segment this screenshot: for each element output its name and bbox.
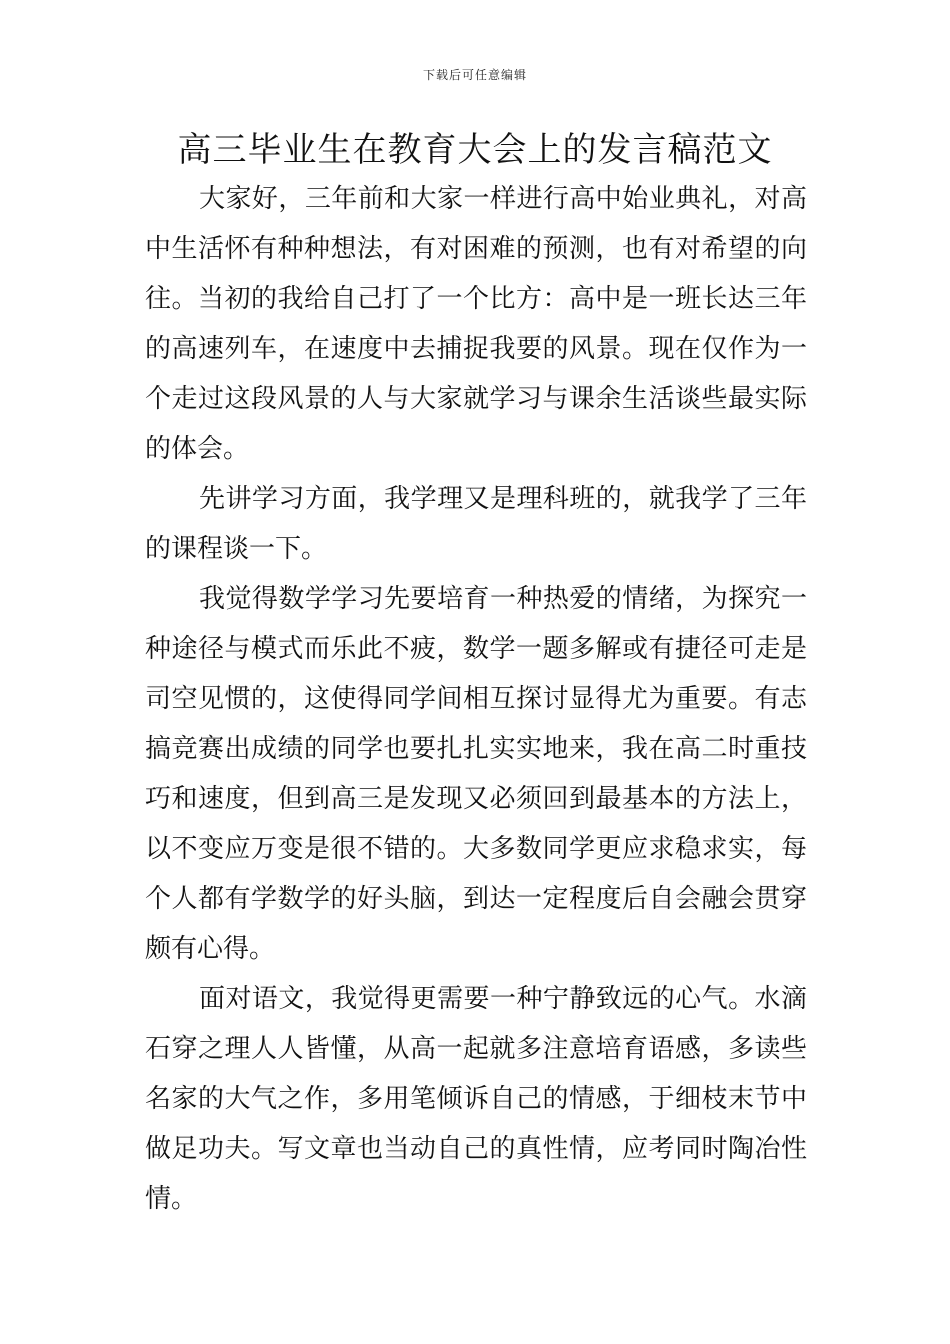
paragraph-chinese: 面对语文，我觉得更需要一种宁静致远的心气。水滴石穿之理人人皆懂，从高一起就多注意培育语感，多读些名家的大气之作，多用笔倾诉自己的情感，于细枝末节中做足功夫。写文章也当动自己的真性情，应考同时陶冶性情。 [145,984,807,1214]
paragraph-math: 我觉得数学学习先要培育一种热爱的情绪，为探究一种途径与模式而乐此不疲，数学一题多解或有捷径可走是司空见惯的，这使得同学间相互探讨显得尤为重要。有志搞竞赛出成绩的同学也要扎扎实实地来，我在高二时重技巧和速度，但到高三是发现又必须回到最基本的方法上，以不变应万变是很不错的。大多数同学更应求稳求实，每个人都有学数学的好头脑，到达一定程度后自会融会贯穿颇有心得。 [145,584,807,964]
header-note: 下载后可任意编辑 [422,68,527,82]
document-title: 高三毕业生在教育大会上的发言稿范文 [177,130,773,170]
document-body [145,174,807,1224]
paragraph-study-intro: 先讲学习方面，我学理又是理科班的，就我学了三年的课程谈一下。 [145,484,807,564]
paragraph-greeting: 大家好，三年前和大家一样进行高中始业典礼，对高中生活怀有种种想法，有对困难的预测，也有对希望的向往。当初的我给自己打了一个比方：高中是一班长达三年的高速列车，在速度中去捕捉我要的风景。现在仅作为一个走过这段风景的人与大家就学习与课余生活谈些最实际的体会。 [145,184,807,464]
